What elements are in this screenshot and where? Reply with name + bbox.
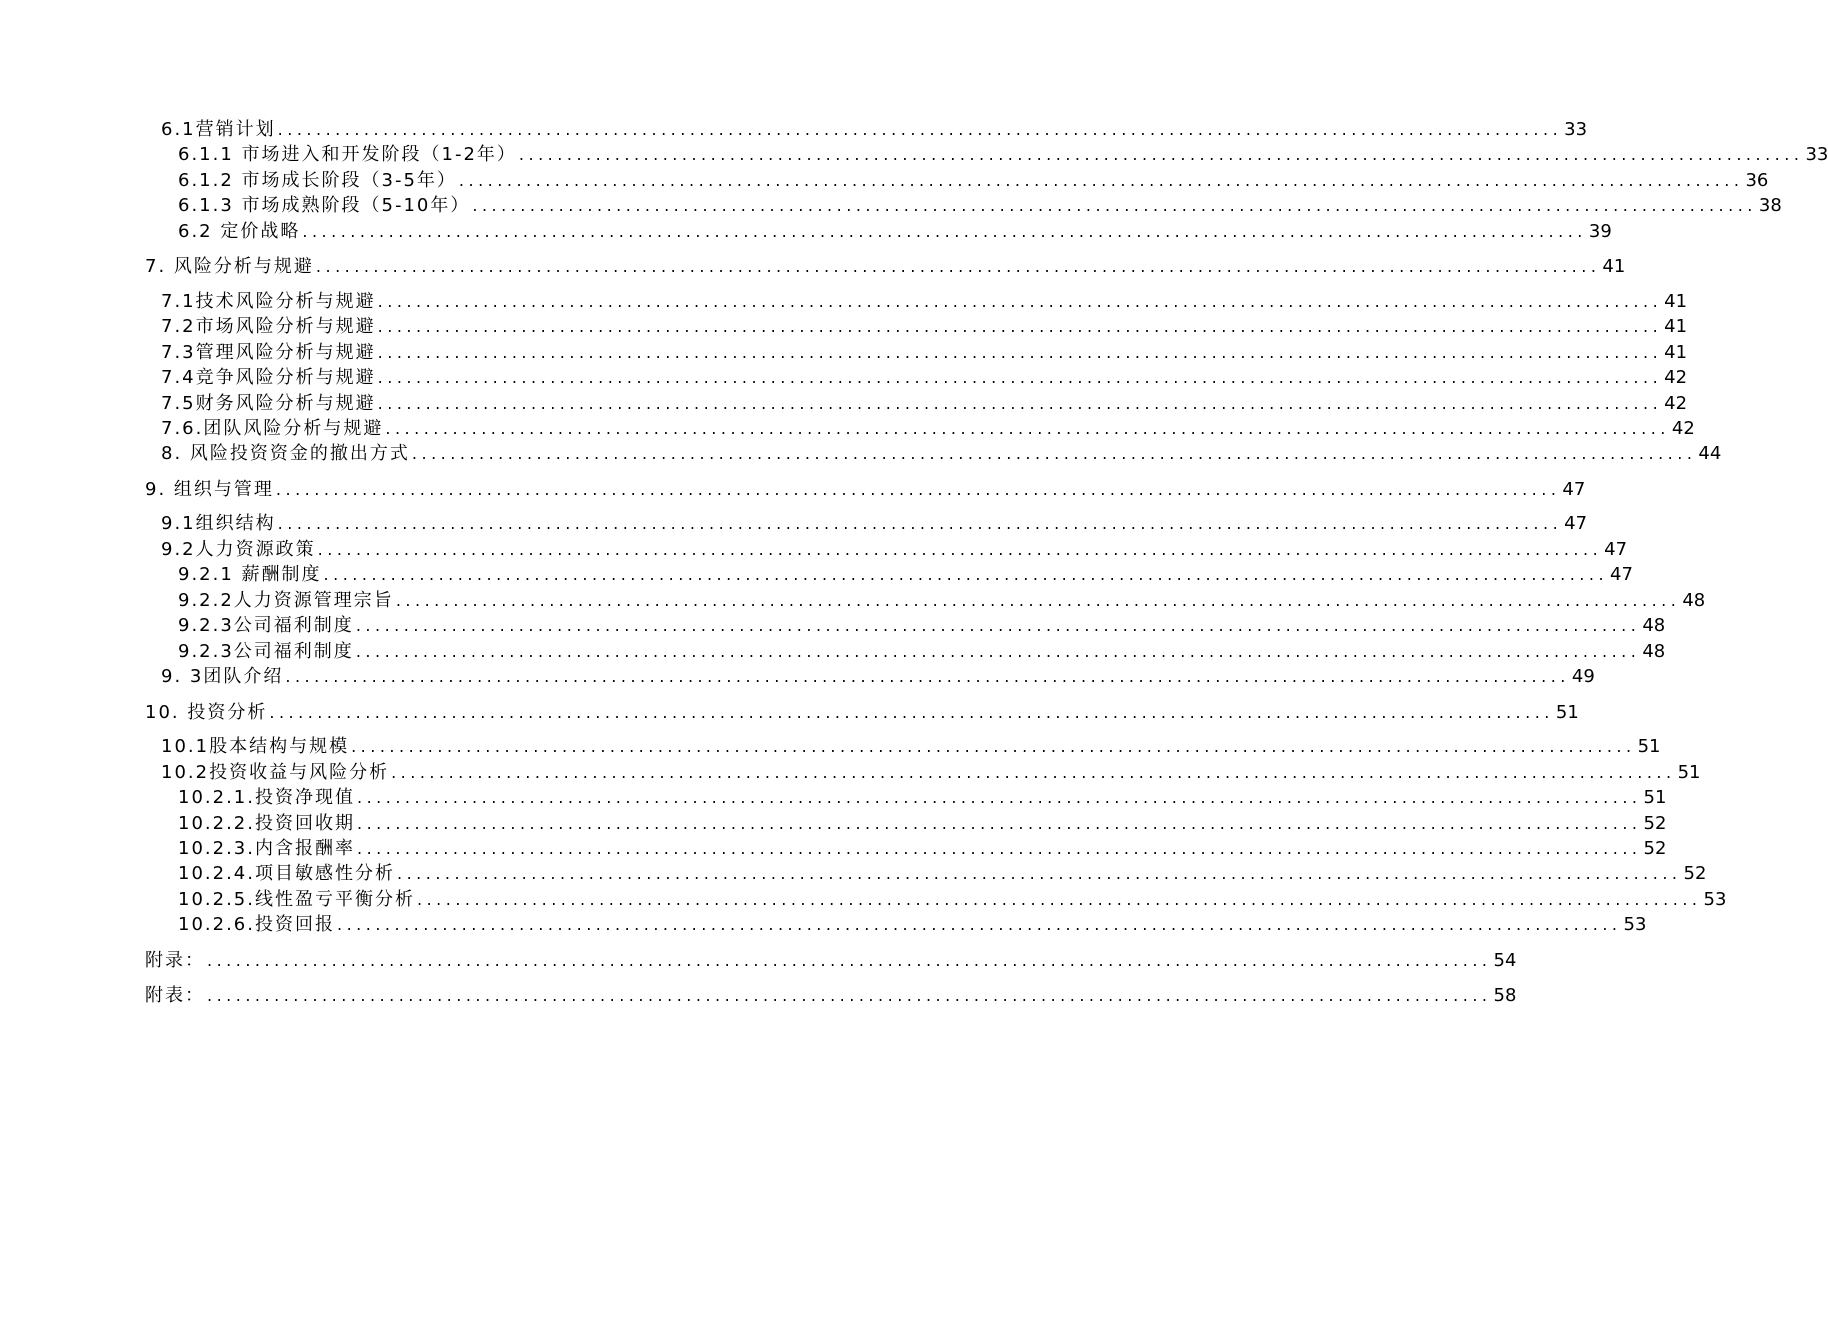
toc-entry-title: 8. 风险投资资金的撤出方式 xyxy=(161,443,410,464)
toc-entry-9-3[interactable] xyxy=(0,665,1595,689)
toc-entry-page: 48 xyxy=(1642,615,1666,636)
toc-entry-page: 49 xyxy=(1571,666,1595,687)
toc-entry-page: 38 xyxy=(1758,195,1782,216)
toc-entry-9-2[interactable] xyxy=(0,538,1628,562)
toc-leader-dots: ...................................................................................................................................... xyxy=(391,763,1676,782)
toc-entry-title: 附表： xyxy=(145,985,205,1006)
toc-entry-10-2-1[interactable] xyxy=(0,786,1667,810)
toc-entry-title: 6.1.1 市场进入和开发阶段（1-2年） xyxy=(178,144,517,165)
toc-entry-6-1-2[interactable] xyxy=(0,169,1769,193)
toc-entry-page: 52 xyxy=(1643,838,1667,859)
toc-entry-page: 47 xyxy=(1562,479,1586,500)
toc-entry-title: 9.2.3公司福利制度 xyxy=(178,615,354,636)
toc-entry-10-2[interactable] xyxy=(0,761,1701,785)
toc-entry-page: 36 xyxy=(1745,170,1769,191)
toc-entry-title: 10.2.3.内含报酬率 xyxy=(178,838,355,859)
toc-entry-title: 10.1股本结构与规模 xyxy=(161,736,350,757)
toc-entry-page: 52 xyxy=(1643,813,1667,834)
toc-entry-title: 6.2 定价战略 xyxy=(178,221,301,242)
toc-entry-page: 42 xyxy=(1664,367,1688,388)
toc-entry-7-4[interactable] xyxy=(0,366,1688,390)
toc-leader-dots: ...................................................................................................................................... xyxy=(277,120,1563,139)
toc-entry-appendix[interactable] xyxy=(0,949,1517,973)
toc-leader-dots: ...................................................................................................................................... xyxy=(411,444,1697,463)
toc-entry-10[interactable] xyxy=(0,701,1579,725)
toc-entry-9-2-2[interactable] xyxy=(0,589,1706,613)
toc-entry-6-2[interactable] xyxy=(0,220,1612,244)
toc-leader-dots: ...................................................................................................................................... xyxy=(356,839,1642,858)
toc-leader-dots: ...................................................................................................................................... xyxy=(207,986,1492,1005)
toc-entry-page: 33 xyxy=(1564,119,1588,140)
toc-entry-page: 44 xyxy=(1698,443,1722,464)
toc-entry-attached-tables[interactable] xyxy=(0,984,1517,1008)
toc-entry-title: 9.2.3公司福利制度 xyxy=(178,641,354,662)
toc-entry-page: 41 xyxy=(1602,256,1626,277)
toc-entry-title: 10.2投资收益与风险分析 xyxy=(161,762,390,783)
toc-entry-8[interactable] xyxy=(0,442,1722,466)
toc-leader-dots: ...................................................................................................................................... xyxy=(396,864,1682,883)
toc-entry-page: 42 xyxy=(1664,393,1688,414)
toc-entry-title: 10.2.1.投资净现值 xyxy=(178,787,355,808)
toc-entry-page: 48 xyxy=(1682,590,1706,611)
toc-leader-dots: ...................................................................................................................................... xyxy=(416,890,1702,909)
toc-entry-9[interactable] xyxy=(0,478,1586,502)
toc-entry-page: 41 xyxy=(1664,316,1688,337)
toc-entry-title: 7.3管理风险分析与规避 xyxy=(161,342,376,363)
toc-entry-title: 9. 3团队介绍 xyxy=(161,666,284,687)
toc-entry-7-6[interactable] xyxy=(0,417,1695,441)
toc-leader-dots: ...................................................................................................................................... xyxy=(302,222,1587,241)
toc-entry-title: 10.2.2.投资回收期 xyxy=(178,813,355,834)
toc-entry-10-2-5[interactable] xyxy=(0,888,1727,912)
toc-entry-9-2-3-repeat[interactable] xyxy=(0,640,1666,664)
toc-leader-dots: ...................................................................................................................................... xyxy=(356,788,1642,807)
toc-entry-page: 53 xyxy=(1623,914,1647,935)
toc-entry-title: 10. 投资分析 xyxy=(145,702,268,723)
toc-leader-dots: ...................................................................................................................................... xyxy=(377,292,1663,311)
toc-entry-title: 7.1技术风险分析与规避 xyxy=(161,291,376,312)
toc-entry-10-1[interactable] xyxy=(0,735,1661,759)
toc-entry-title: 10.2.5.线性盈亏平衡分析 xyxy=(178,889,415,910)
toc-entry-page: 47 xyxy=(1610,564,1633,585)
toc-entry-7-2[interactable] xyxy=(0,315,1688,339)
toc-entry-page: 53 xyxy=(1703,889,1727,910)
toc-leader-dots: ...................................................................................................................................... xyxy=(315,257,1601,276)
toc-entry-title: 6.1.3 市场成熟阶段（5-10年） xyxy=(178,195,471,216)
toc-entry-page: 41 xyxy=(1664,291,1688,312)
toc-leader-dots: ...................................................................................................................................... xyxy=(377,343,1663,362)
toc-leader-dots: ...................................................................................................................................... xyxy=(518,145,1804,164)
toc-entry-6-1-3[interactable] xyxy=(0,194,1782,218)
toc-entry-page: 33 xyxy=(1805,144,1828,165)
toc-leader-dots: ...................................................................................................................................... xyxy=(377,317,1663,336)
toc-entry-9-2-3[interactable] xyxy=(0,614,1666,638)
toc-entry-title: 7.6.团队风险分析与规避 xyxy=(161,418,384,439)
toc-leader-dots: ...................................................................................................................................... xyxy=(336,915,1622,934)
toc-leader-dots: ...................................................................................................................................... xyxy=(277,514,1563,533)
toc-leader-dots: ...................................................................................................................................... xyxy=(355,642,1641,661)
toc-entry-page: 54 xyxy=(1493,950,1517,971)
toc-entry-page: 51 xyxy=(1637,736,1661,757)
toc-entry-title: 9.2.2人力资源管理宗旨 xyxy=(178,590,394,611)
toc-entry-title: 10.2.6.投资回报 xyxy=(178,914,335,935)
toc-entry-title: 附录： xyxy=(145,950,205,971)
toc-entry-7-1[interactable] xyxy=(0,290,1688,314)
toc-leader-dots: ...................................................................................................................................... xyxy=(269,703,1554,722)
toc-entry-9-2-1[interactable] xyxy=(0,563,1633,587)
toc-leader-dots: ...................................................................................................................................... xyxy=(472,196,1757,215)
toc-leader-dots: ...................................................................................................................................... xyxy=(395,591,1681,610)
toc-leader-dots: ...................................................................................................................................... xyxy=(458,171,1744,190)
toc-leader-dots: ...................................................................................................................................... xyxy=(377,368,1663,387)
toc-leader-dots: ...................................................................................................................................... xyxy=(275,480,1561,499)
toc-entry-page: 51 xyxy=(1677,762,1701,783)
toc-entry-7-5[interactable] xyxy=(0,392,1688,416)
toc-entry-10-2-3[interactable] xyxy=(0,837,1667,861)
toc-entry-page: 41 xyxy=(1664,342,1688,363)
toc-entry-page: 58 xyxy=(1493,985,1517,1006)
toc-entry-title: 9.1组织结构 xyxy=(161,513,276,534)
toc-entry-9-1[interactable] xyxy=(0,512,1588,536)
toc-leader-dots: ...................................................................................................................................... xyxy=(351,737,1636,756)
toc-entry-page: 51 xyxy=(1643,787,1667,808)
toc-leader-dots: ...................................................................................................................................... xyxy=(377,394,1663,413)
toc-leader-dots: ...................................................................................................................................... xyxy=(355,616,1641,635)
toc-leader-dots: ...................................................................................................................................... xyxy=(285,667,1570,686)
toc-entry-page: 48 xyxy=(1642,641,1666,662)
toc-entry-page: 39 xyxy=(1588,221,1612,242)
toc-entry-10-2-6[interactable] xyxy=(0,913,1647,937)
toc-entry-7-3[interactable] xyxy=(0,341,1688,365)
toc-entry-page: 51 xyxy=(1555,702,1579,723)
toc-entry-6-1[interactable] xyxy=(0,118,1588,142)
toc-leader-dots: ...................................................................................................................................... xyxy=(317,540,1603,559)
toc-entry-title: 9. 组织与管理 xyxy=(145,479,274,500)
toc-entry-title: 6.1.2 市场成长阶段（3-5年） xyxy=(178,170,457,191)
toc-entry-title: 9.2人力资源政策 xyxy=(161,539,316,560)
toc-leader-dots: ...................................................................................................................................... xyxy=(323,565,1609,584)
toc-entry-page: 47 xyxy=(1564,513,1588,534)
toc-leader-dots: ...................................................................................................................................... xyxy=(356,814,1642,833)
toc-entry-title: 7.5财务风险分析与规避 xyxy=(161,393,376,414)
toc-entry-title: 9.2.1 薪酬制度 xyxy=(178,564,322,585)
toc-entry-page: 47 xyxy=(1604,539,1628,560)
toc-entry-7[interactable] xyxy=(0,255,1626,279)
toc-leader-dots: ...................................................................................................................................... xyxy=(207,951,1492,970)
toc-entry-title: 10.2.4.项目敏感性分析 xyxy=(178,863,395,884)
toc-entry-title: 7. 风险分析与规避 xyxy=(145,256,314,277)
toc-entry-page: 42 xyxy=(1671,418,1695,439)
toc-entry-10-2-2[interactable] xyxy=(0,812,1667,836)
toc-leader-dots: ...................................................................................................................................... xyxy=(385,419,1670,438)
toc-entry-title: 7.2市场风险分析与规避 xyxy=(161,316,376,337)
toc-entry-page: 52 xyxy=(1683,863,1707,884)
toc-entry-6-1-1[interactable] xyxy=(0,143,1828,167)
toc-entry-title: 7.4竞争风险分析与规避 xyxy=(161,367,376,388)
toc-entry-title: 6.1营销计划 xyxy=(161,119,276,140)
toc-entry-10-2-4[interactable] xyxy=(0,862,1707,886)
